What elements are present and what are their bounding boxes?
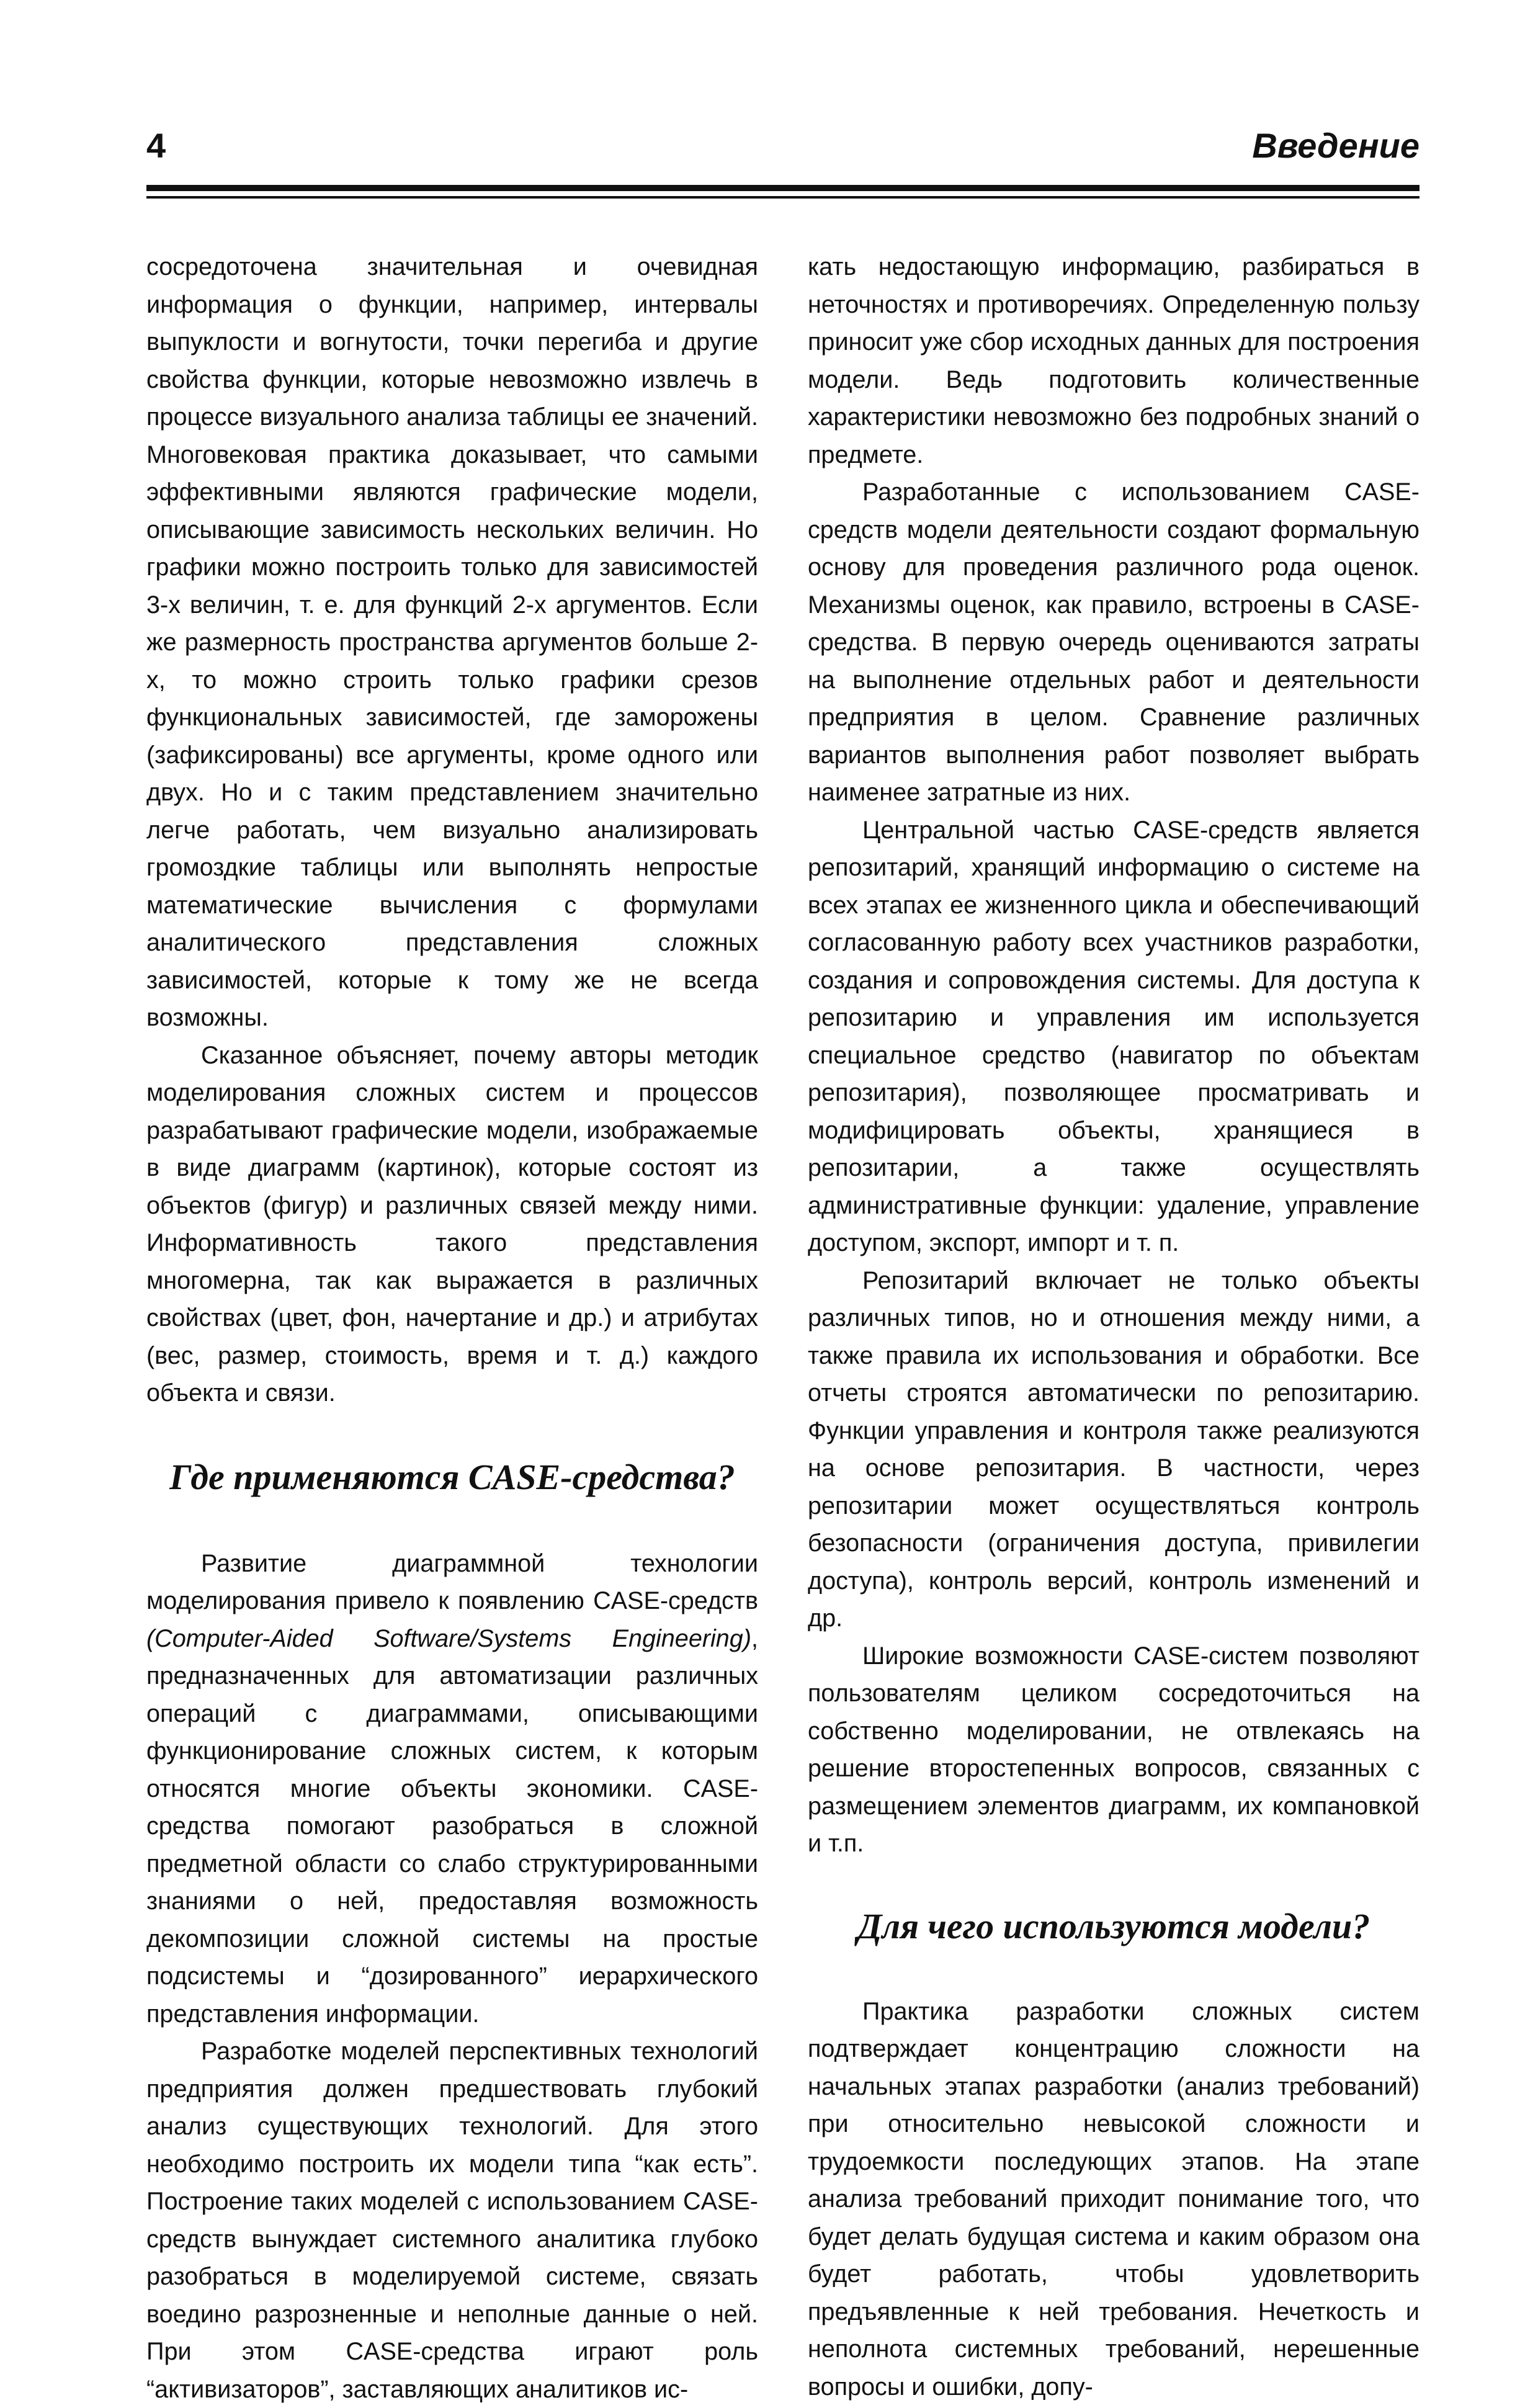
paragraph: Сказанное объясняет, почему авторы методик моделирования сложных систем и процессов разрабатывают графические модели, изображаемые в виде диаграмм (картинок), которые состоят из объектов (фигур) и различных связей между ними. Информативность такого представления многомерна, так как выражается в различных свойствах (цвет, фон, начертание и др.) и атрибутах (вес, размер, стоимость, время и т. д.) каждого объекта и связи. [146,1041,758,1407]
paragraph: Репозитарий включает не только объекты различных типов, но и отношения между ними, а также правила их использования и обработки. Все отчеты строятся автоматически по репозитарию. Функции управления и контроля также реализуются на основе репозитария. В частности, через репозитарии может осуществляться контроль безопасности (ограничения доступа, привилегии доступа), контроль версий, контроль изменений и др. [808,1266,1420,1632]
paragraph: Широкие возможности CASE-систем позволяют пользователям целиком сосредоточиться на собственно моделировании, не отвлекаясь на решение второстепенных вопросов, связанных с размещением элементов диаграмм, их компановкой и т.п. [808,1642,1420,1857]
case-expansion: (Computer-Aided Software/Systems Engineering) [146,1624,751,1652]
header-rule-thin [146,196,1420,199]
header-rule-thick [146,185,1420,191]
paragraph-text: , предназначенных для автоматизации различных операций с диаграммами, описывающими функционирование сложных систем, к которым относятся многие объекты экономики. CASE-средства помогают разобраться в сложной предметной области со слабо структурированными знаниями о ней, предоставляя возможность декомпозиции сложной системы на простые подсистемы и “дозированного” иерархического представления информации. [146,1624,758,2028]
paragraph-case-definition [146,1545,758,2033]
paragraph-continued: сосредоточена значительная и очевидная информация о функции, например, интервалы выпуклости и вогнутости, точки перегиба и другие свойства функции, которые невозможно извлечь в процессе визуального анализа таблицы ее значений. Многовековая практика доказывает, что самыми эффективными являются графические модели, описывающие зависимость нескольких величин. Но графики можно построить только для зависимостей 3-х величин, т. е. для функций 2-х аргументов. Если же размерность пространства аргументов больше 2-х, то можно строить только графики срезов функциональных зависимостей, где заморожены (зафиксированы) все аргументы, кроме одного или двух. Но и с таким представлением значительно легче работать, чем визуально анализировать громоздкие таблицы или выполнять непростые математические вычисления с формулами аналитического представления сложных зависимостей, которые к тому же не всегда возможны. [146,253,758,1031]
page-header [146,118,1420,174]
paragraph-continued: кать недостающую информацию, разбираться в неточностях и противоречиях. Определенную пользу приносит уже сбор исходных данных для построения модели. Ведь подготовить количественные характеристики невозможно без подробных знаний о предмете. [808,253,1420,468]
right-column [808,248,1420,2406]
paragraph: Практика разработки сложных систем подтверждает концентрацию сложности на начальных этапах разработки (анализ требований) при относительно невысокой сложности и трудоемкости последующих этапов. На этапе анализа требований приходит понимание того, что будет делать будущая система и каким образом она будет работать, чтобы удовлетворить предъявленные к ней требования. Нечеткость и неполнота системных требований, нерешенные вопросы и ошибки, допу- [808,1997,1420,2401]
section-heading-case-usage: Где применяются CASE-средства? [169,1456,735,1497]
paragraph: Центральной частью CASE-средств является репозитарий, хранящий информацию о системе на всех этапах ее жизненного цикла и обеспечивающий согласованную работу всех участников разработки, создания и сопровождения системы. Для доступа к репозитарию и управления им используется специальное средство (навигатор по объектам репозитария), позволяющее просматривать и модифицировать объекты, хранящиеся в репозитарии, а также осуществлять административные функции: удаление, управление доступом, экспорт, импорт и т. п. [808,816,1420,1256]
left-column [146,248,758,2408]
section-heading-models-purpose: Для чего используются модели? [857,1905,1370,1946]
page-number: 4 [146,126,166,165]
paragraph: Разработанные с использованием CASE-средств модели деятельности создают формальную основу для проведения различного рода оценок. Механизмы оценок, как правило, встроены в CASE-средства. В первую очередь оцениваются затраты на выполнение отдельных работ и деятельности предприятия в целом. Сравнение различных вариантов выполнения работ позволяет выбрать наименее затратные из них. [808,478,1420,806]
paragraph: Разработке моделей перспективных технологий предприятия должен предшествовать глубокий анализ существующих технологий. Для этого необходимо построить их модели типа “как есть”. Построение таких моделей с использованием CASE-средств вынуждает системного аналитика глубоко разобраться в моделируемой системе, связать воедино разрозненные и неполные данные о ней. При этом CASE-средства играют роль “активизаторов”, заставляющих аналитиков ис- [146,2038,758,2403]
paragraph-text: Развитие диаграммной технологии моделирования привело к появлению CASE-средств [146,1549,758,1614]
running-title: Введение [1252,126,1420,165]
